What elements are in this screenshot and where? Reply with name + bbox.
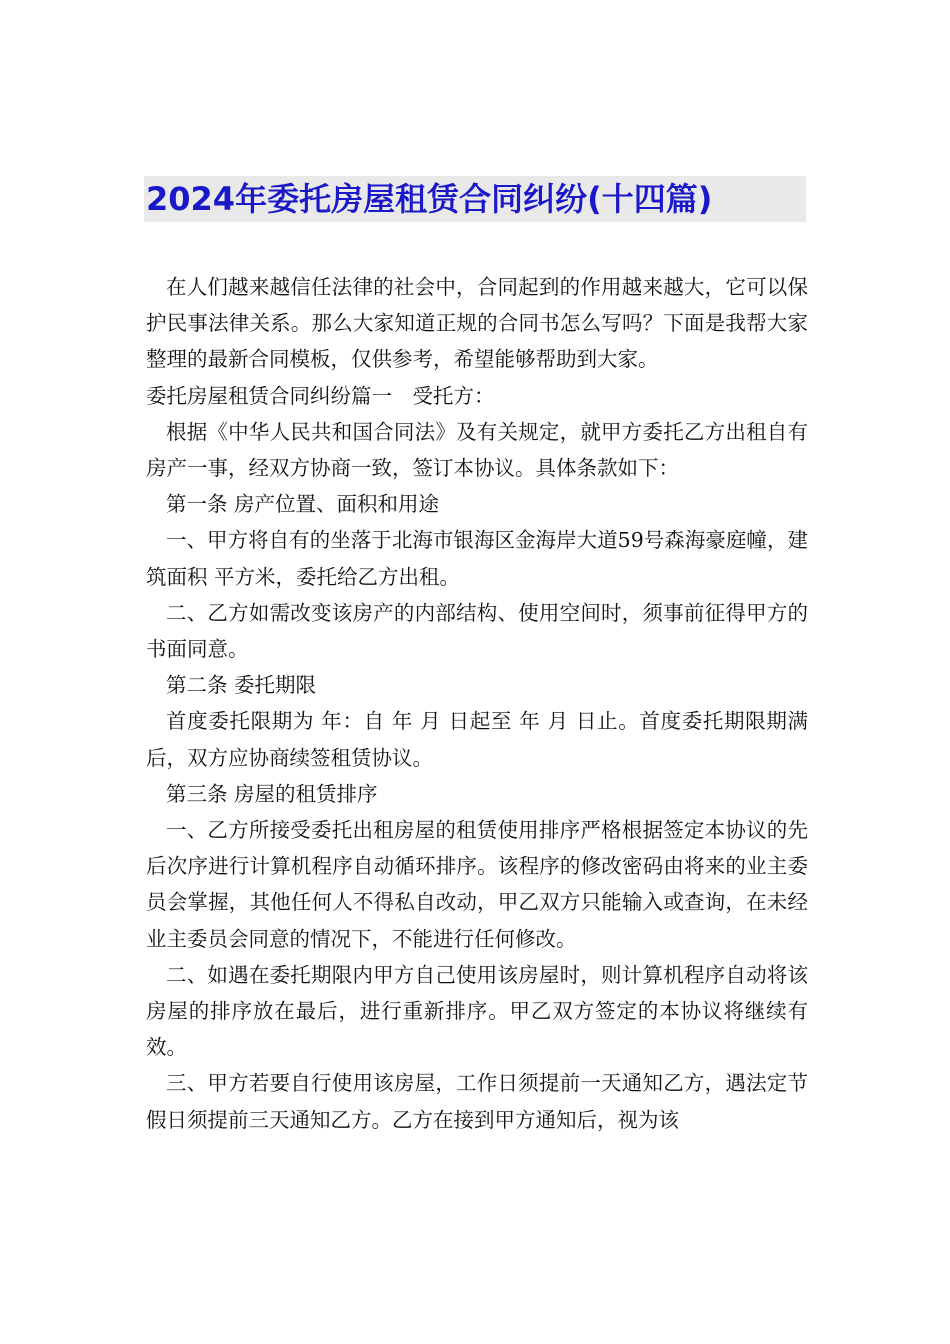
paragraph-article-3-heading: 第三条 房屋的租赁排序 bbox=[166, 781, 378, 806]
paragraph-article-3-item-1: 一、乙方所接受委托出租房屋的租赁使用排序严格根据签定本协议的先后次序进行计算机程序自动循环排序。该程序的修改密码由将来的业主委员会掌握，其他任何人不得私自改动，甲乙双方只能输入或查询，在未经业主委员会同意的情况下，不能进行任何修改。 bbox=[146, 818, 808, 951]
paragraph-intro: 在人们越来越信任法律的社会中，合同起到的作用越来越大，它可以保护民事法律关系。那么大家知道正规的合同书怎么写吗？下面是我帮大家整理的最新合同模板，仅供参考，希望能够帮助到大家。 bbox=[146, 275, 808, 372]
paragraph-article-3-item-2: 二、如遇在委托期限内甲方自己使用该房屋时，则计算机程序自动将该房屋的排序放在最后，进行重新排序。甲乙双方签定的本协议将继续有效。 bbox=[146, 962, 808, 1060]
paragraph-preamble: 根据《中华人民共和国合同法》及有关规定，就甲方委托乙方出租自有房产一事，经双方协商一致，签订本协议。具体条款如下： bbox=[146, 419, 808, 481]
paragraph-article-2-heading: 第二条 委托期限 bbox=[166, 673, 317, 698]
document-title: 2024年委托房屋租赁合同纠纷(十四篇) bbox=[146, 180, 713, 218]
paragraph-article-1-item-1: 一、甲方将自有的坐落于北海市银海区金海岸大道59号森海豪庭幢，建筑面积 平方米，委托给乙方出租。 bbox=[146, 528, 808, 589]
paragraph-article-3-item-3: 三、甲方若要自行使用该房屋，工作日须提前一天通知乙方，遇法定节假日须提前三天通知乙方。乙方在接到甲方通知后，视为该 bbox=[146, 1071, 808, 1132]
paragraph-section-heading: 委托房屋租赁合同纠纷篇一 受托方： bbox=[146, 383, 495, 408]
paragraph-article-1-item-2: 二、乙方如需改变该房产的内部结构、使用空间时，须事前征得甲方的书面同意。 bbox=[146, 600, 808, 662]
paragraph-article-2-body: 首度委托限期为 年：自 年 月 日起至 年 月 日止。首度委托期限期满后，双方应协商续签租赁协议。 bbox=[146, 709, 808, 770]
paragraph-article-1-heading: 第一条 房产位置、面积和用途 bbox=[166, 492, 440, 517]
document-body bbox=[146, 269, 808, 1138]
